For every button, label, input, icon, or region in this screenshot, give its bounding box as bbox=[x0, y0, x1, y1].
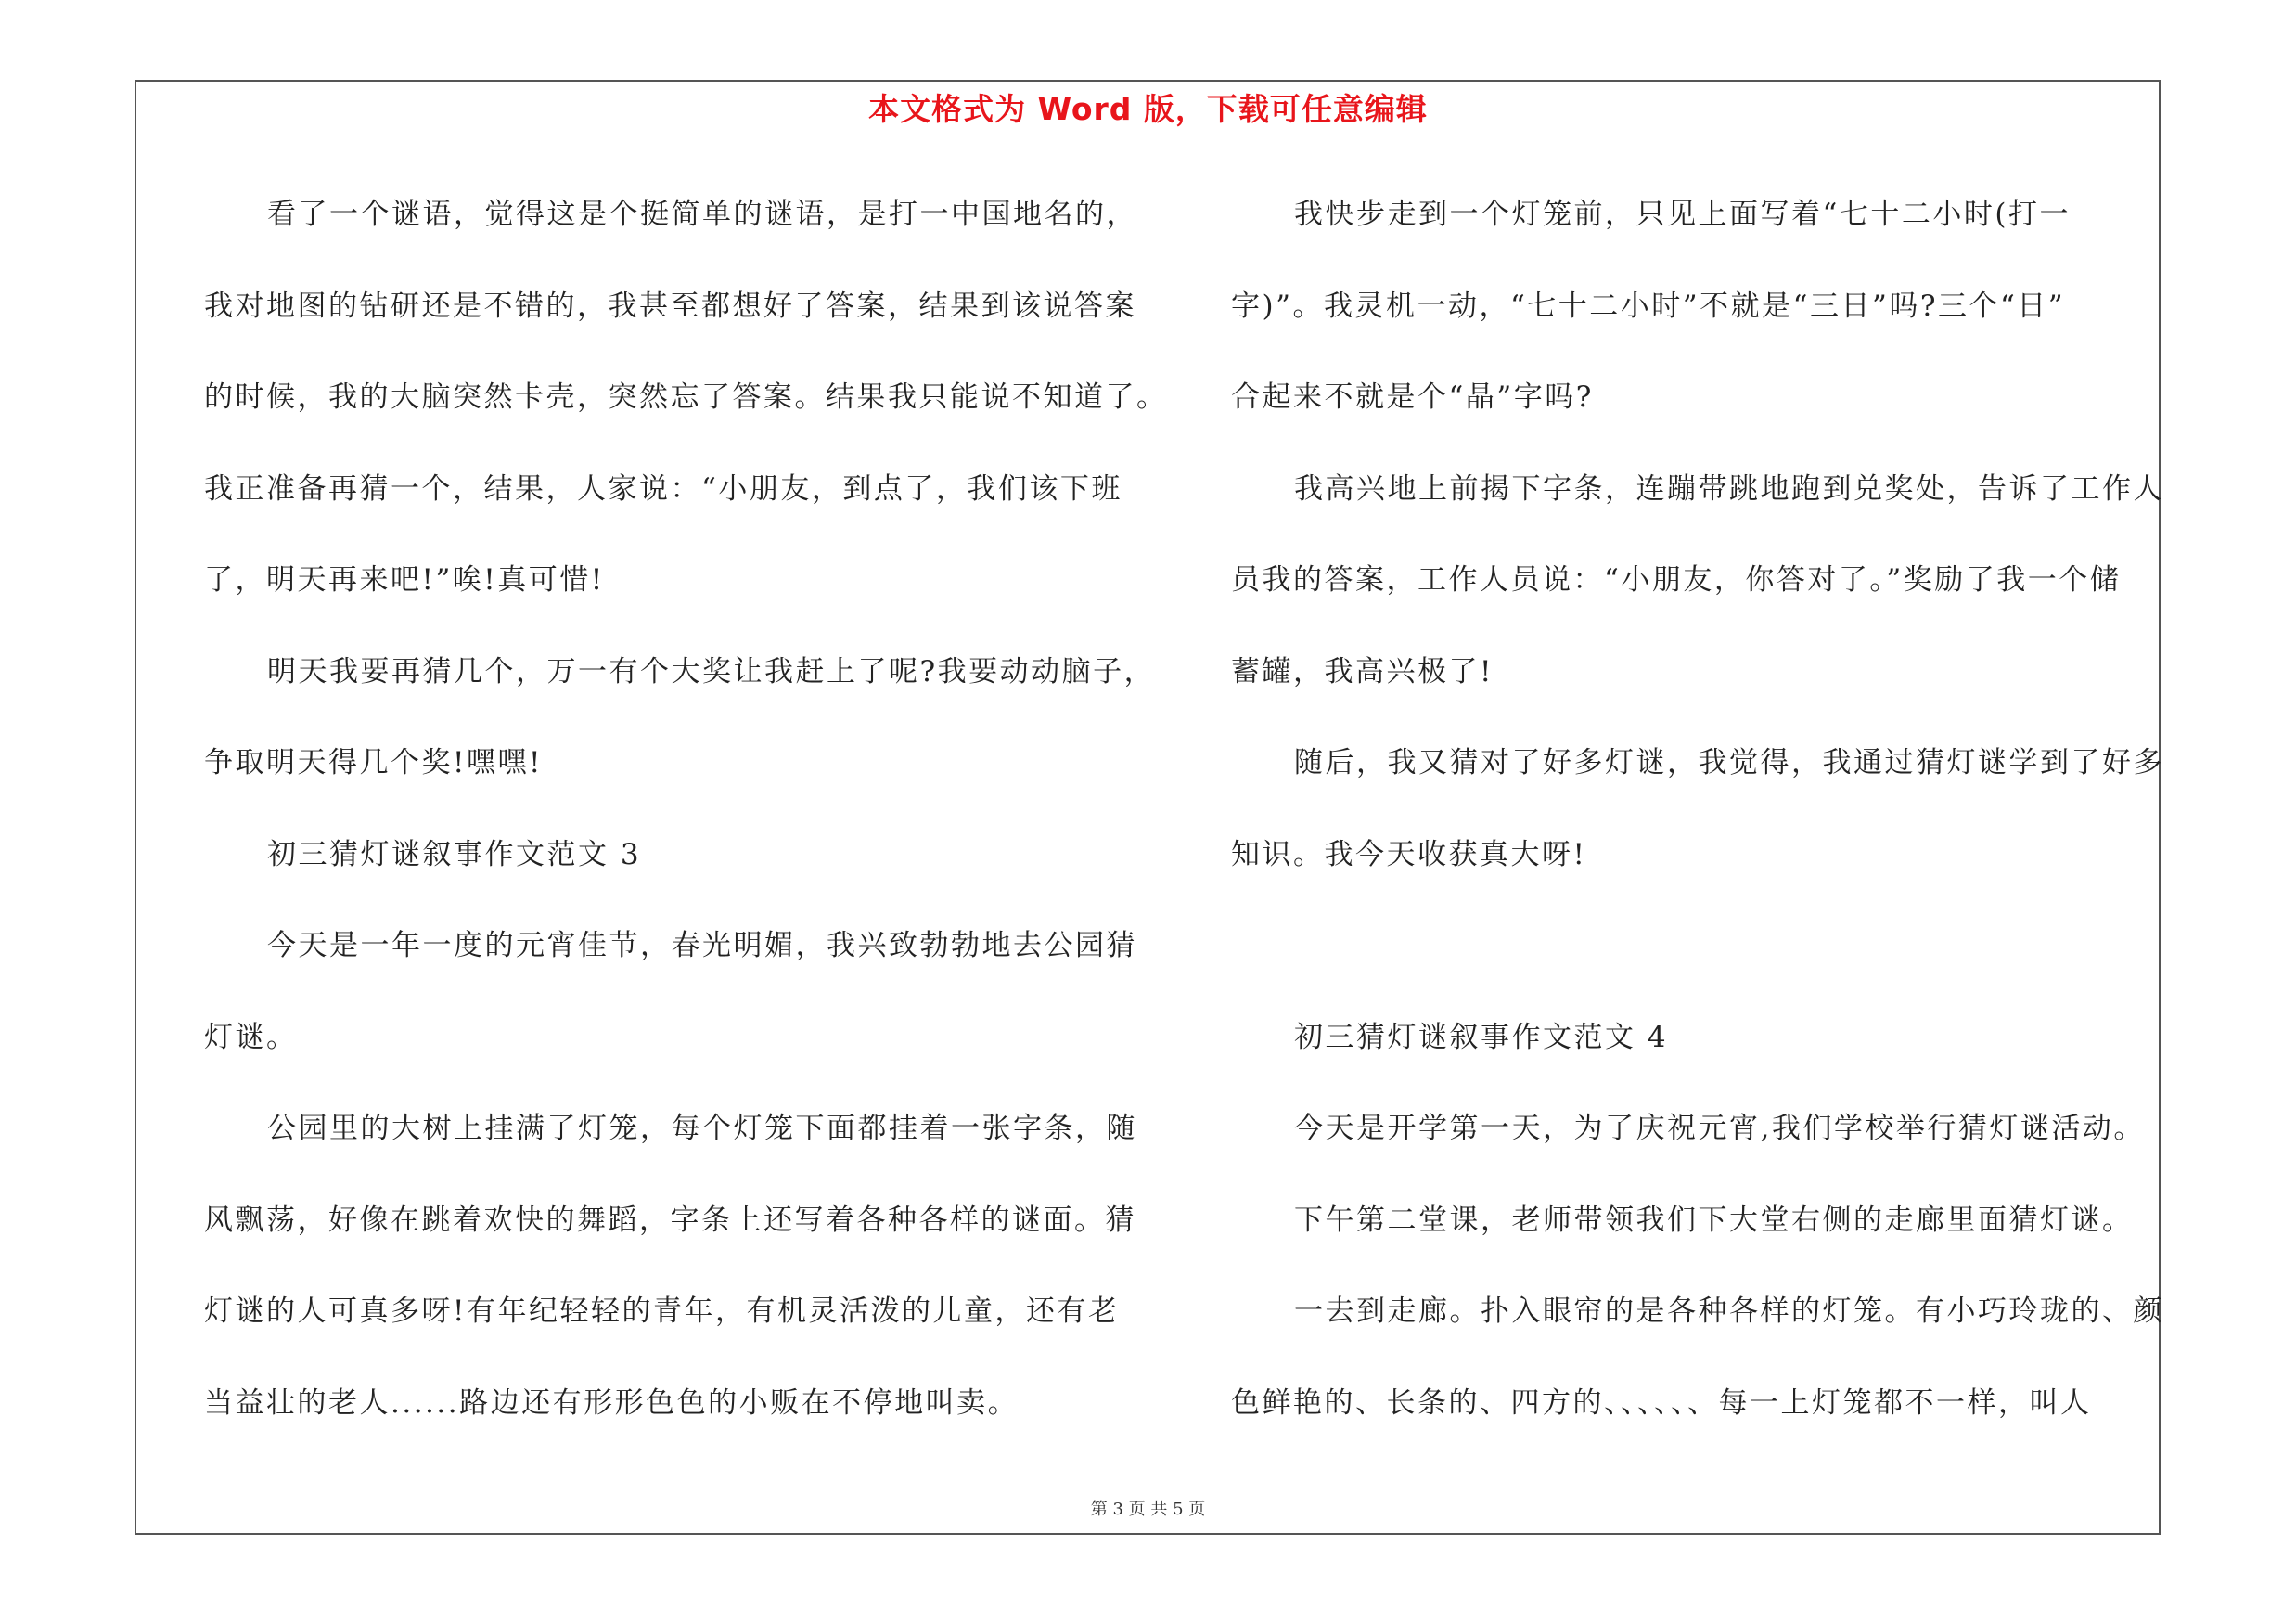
section-heading: 初三猜灯谜叙事作文范文 4 bbox=[1294, 1020, 1669, 1054]
blank-line bbox=[1231, 913, 2159, 1005]
paragraph-line: 字)”。我灵机一动，“七十二小时”不就是“三日”吗?三个“日” bbox=[1231, 289, 2066, 323]
paragraph-line: 当益壮的老人......路边还有形形色色的小贩在不停地叫卖。 bbox=[204, 1385, 1020, 1420]
paragraph-line: 知识。我今天收获真大呀! bbox=[1231, 837, 1587, 871]
paragraph-line: 争取明天得几个奖!嘿嘿! bbox=[204, 746, 543, 779]
paragraph-line: 的时候，我的大脑突然卡壳，突然忘了答案。结果我只能说不知道了。 bbox=[204, 380, 1168, 414]
paragraph-line: 灯谜。 bbox=[204, 1020, 298, 1054]
paragraph-line: 明天我要再猜几个，万一有个大奖让我赶上了呢?我要动动脑子， bbox=[267, 654, 1156, 689]
paragraph-line: 公园里的大树上挂满了灯笼，每个灯笼下面都挂着一张字条，随 bbox=[267, 1112, 1137, 1145]
paragraph-line: 蓄罐，我高兴极了! bbox=[1231, 654, 1494, 689]
paragraph-line: 我对地图的钻研还是不错的，我甚至都想好了答案，结果到该说答案 bbox=[204, 289, 1136, 323]
paragraph-line: 灯谜的人可真多呀!有年纪轻轻的青年，有机灵活泼的儿童，还有老 bbox=[204, 1295, 1120, 1328]
page-number: 第 3 页 共 5 页 bbox=[1090, 1500, 1206, 1519]
right-column bbox=[1231, 182, 2164, 1462]
format-notice: 本文格式为 Word 版，下载可任意编辑 bbox=[868, 91, 1428, 127]
paragraph-line: 看了一个谜语，觉得这是个挺简单的谜语，是打一中国地名的， bbox=[267, 198, 1137, 231]
paragraph-line: 我正准备再猜一个，结果，人家说：“小朋友，到点了，我们该下班 bbox=[204, 471, 1122, 506]
paragraph-line: 我快步走到一个灯笼前，只见上面写着“七十二小时(打一 bbox=[1294, 198, 2071, 231]
paragraph-line: 员我的答案，工作人员说：“小朋友，你答对了。”奖励了我一个储 bbox=[1231, 563, 2122, 597]
paragraph-line: 一去到走廊。扑入眼帘的是各种各样的灯笼。有小巧玲珑的、颜 bbox=[1294, 1295, 2164, 1328]
paragraph-line: 下午第二堂课，老师带领我们下大堂右侧的走廊里面猜灯谜。 bbox=[1294, 1203, 2134, 1237]
paragraph-line: 了，明天再来吧!”唉!真可惜! bbox=[204, 563, 605, 597]
paragraph-line: 今天是开学第一天，为了庆祝元宵,我们学校举行猜灯谜活动。 bbox=[1294, 1112, 2145, 1145]
paragraph-line: 色鲜艳的、长条的、四方的、、、、、、每一上灯笼都不一样，叫人 bbox=[1231, 1385, 2092, 1420]
paragraph-line: 随后，我又猜对了好多灯谜，我觉得，我通过猜灯谜学到了好多 bbox=[1294, 746, 2164, 779]
section-heading: 初三猜灯谜叙事作文范文 3 bbox=[267, 837, 642, 871]
paragraph-line: 合起来不就是个“晶”字吗? bbox=[1231, 380, 1594, 414]
paragraph-line: 风飘荡，好像在跳着欢快的舞蹈，字条上还写着各种各样的谜面。猜 bbox=[204, 1203, 1136, 1237]
paragraph-line: 今天是一年一度的元宵佳节，春光明媚，我兴致勃勃地去公园猜 bbox=[267, 929, 1137, 962]
paragraph-line: 我高兴地上前揭下字条，连蹦带跳地跑到兑奖处，告诉了工作人 bbox=[1294, 471, 2164, 506]
left-column bbox=[204, 182, 1168, 1462]
